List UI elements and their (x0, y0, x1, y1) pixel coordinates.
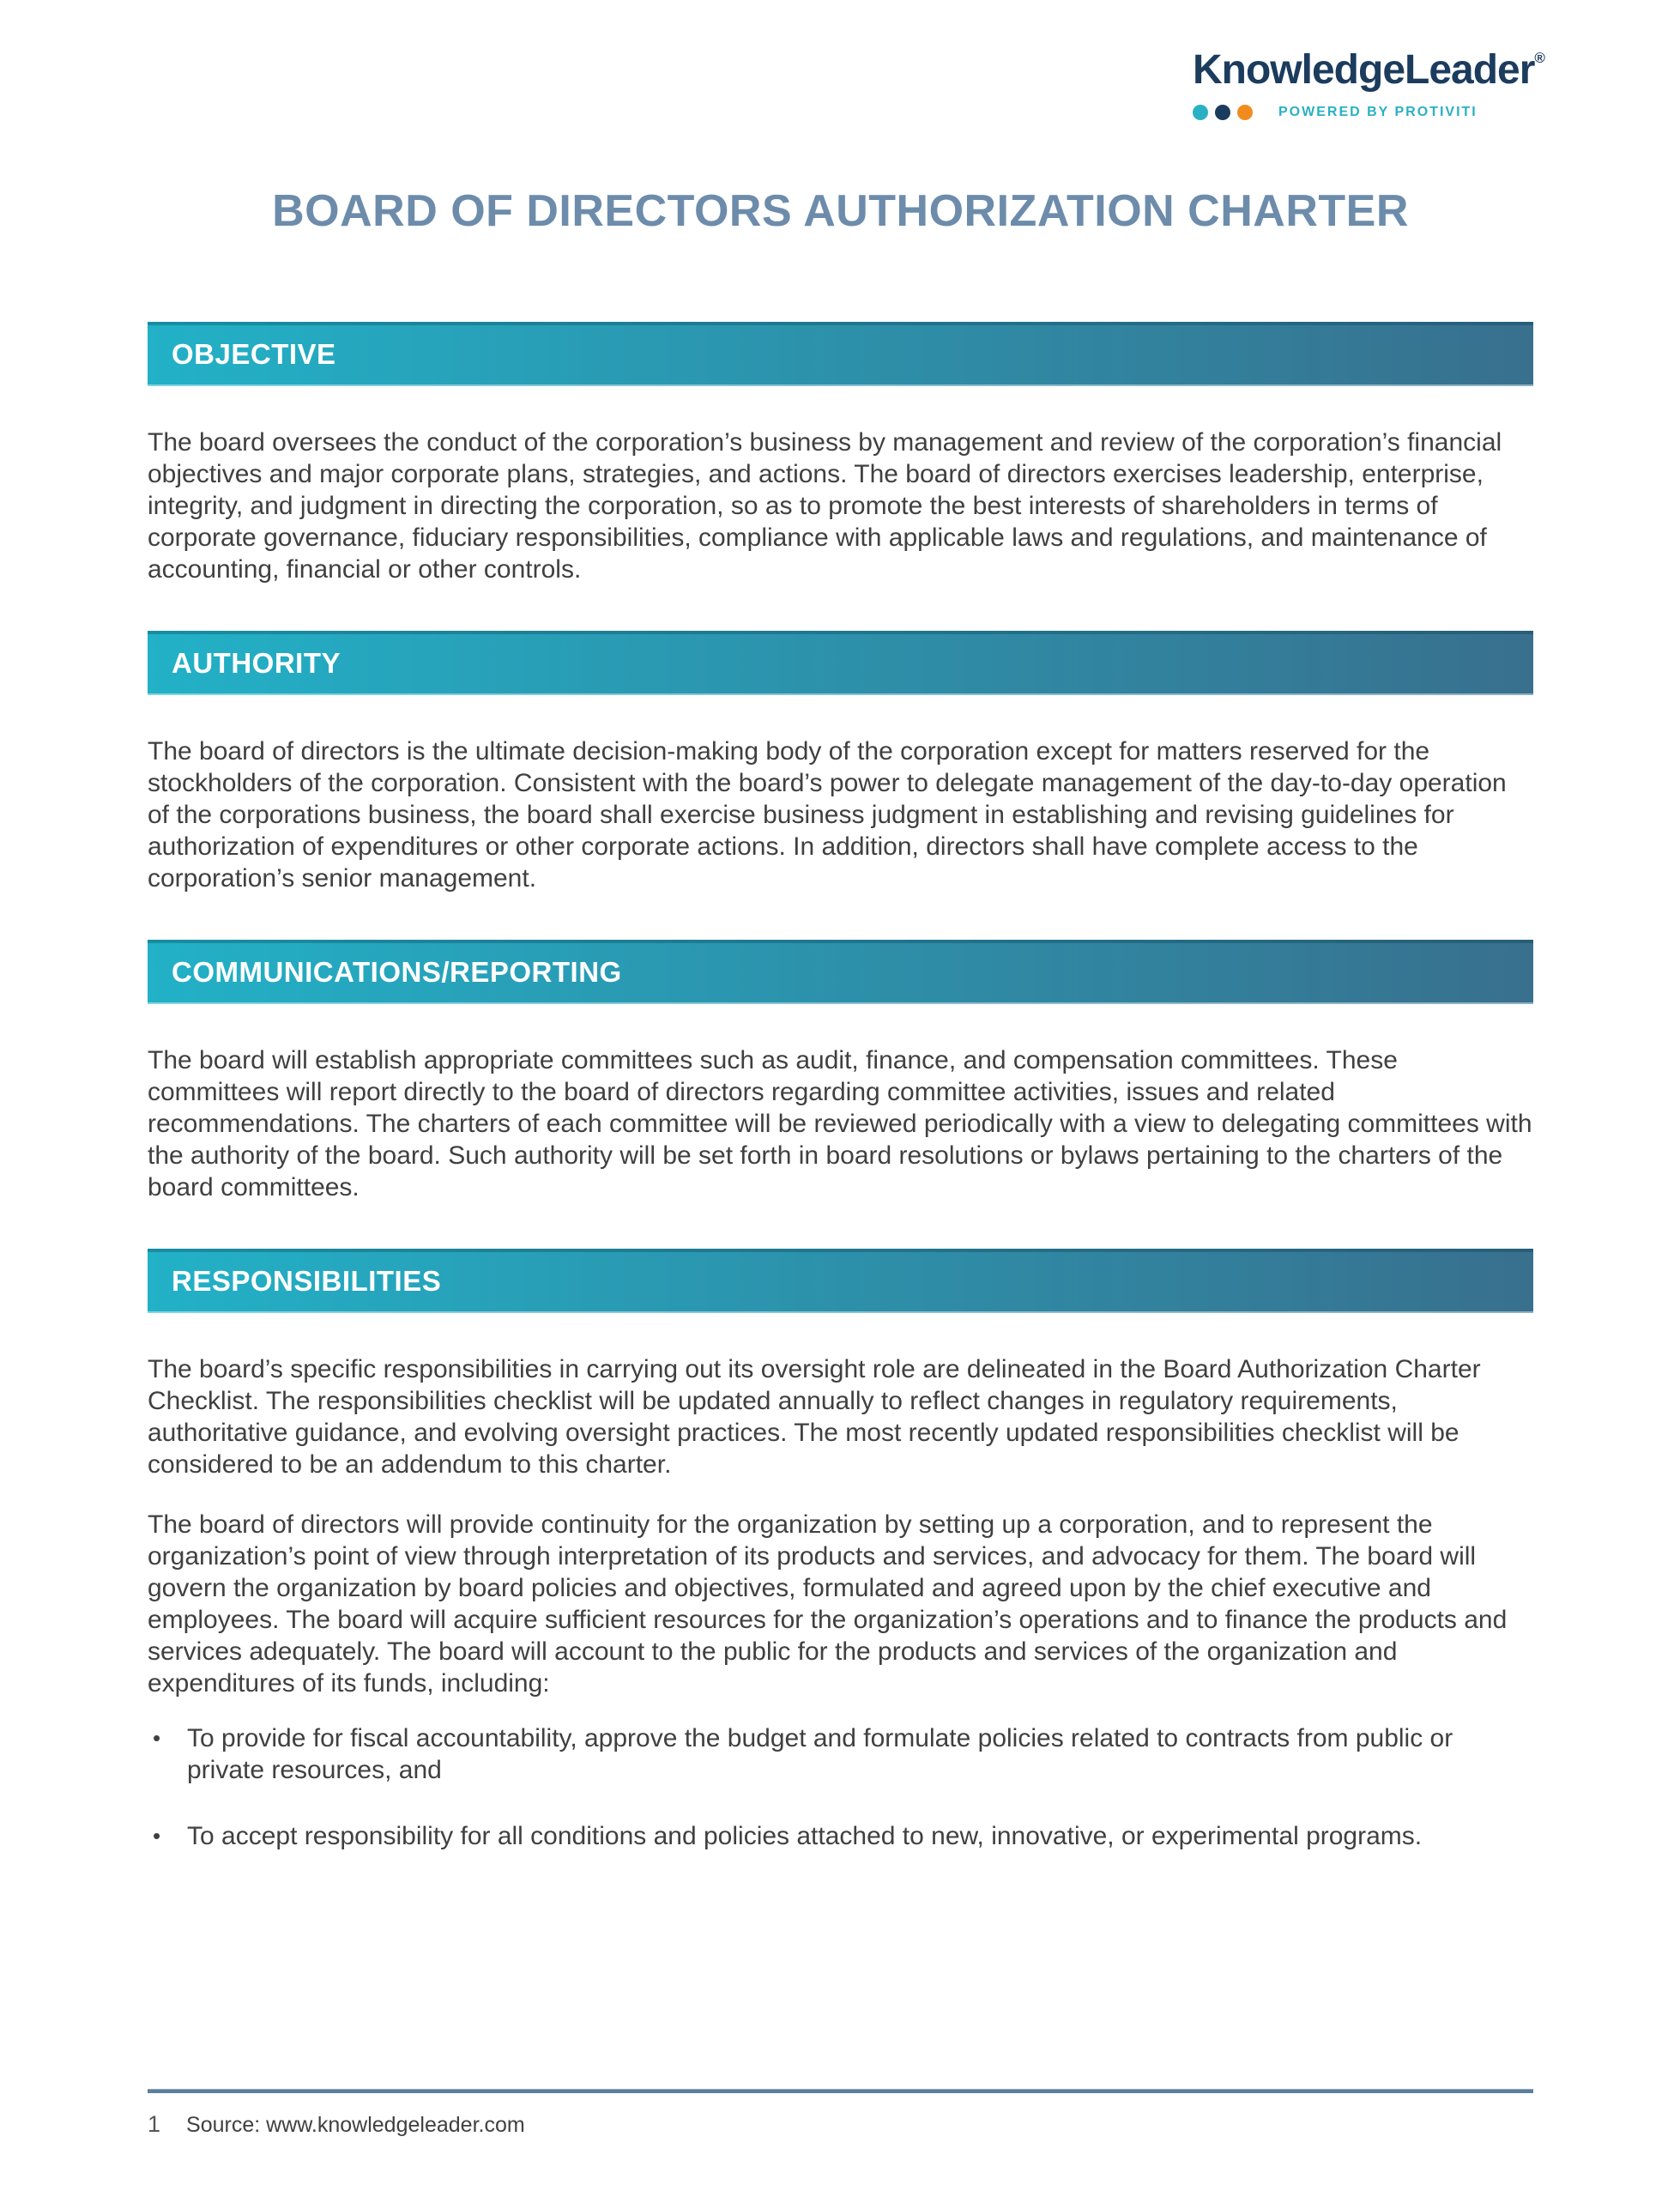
section-authority (148, 631, 1533, 894)
registered-trademark-symbol: ® (1534, 50, 1545, 66)
responsibilities-paragraph-2: The board of directors will provide continuity for the organization by setting up a corporation, and to represent the organization’s point of view through interpretation of its products and services, and advocacy for them. The board will govern the organization by board policies and objectives, formulated and agreed upon by the chief executive and employees. The board will acquire sufficient resources for the organization’s operations and to finance the products and services adequately. The board will account to the public for the products and services of the organization and expenditures of its funds, including: (148, 1510, 1508, 1698)
document-content (148, 322, 1533, 1852)
bullet-text: To provide for fiscal accountability, approve the budget and formulate policies related to contracts from public or private resources, and (187, 1724, 1453, 1784)
logo-subline (1193, 105, 1545, 120)
section-header-objective (148, 322, 1533, 386)
section-header-authority (148, 631, 1533, 695)
section-header-label: AUTHORITY (172, 647, 341, 679)
footer-divider (148, 2089, 1533, 2093)
logo (1193, 47, 1545, 120)
section-header-label: OBJECTIVE (172, 338, 336, 370)
responsibilities-paragraph-1: The board’s specific responsibilities in carrying out its oversight role are delineated in the Board Authorization Charter Checklist. The responsibilities checklist will be updated annually to reflect changes in regulatory requirements, authoritative guidance, and evolving oversight practices. The most recently updated responsibilities checklist will be considered to be an addendum to this charter. (148, 1355, 1481, 1479)
bullet-icon: • (153, 1823, 161, 1849)
logo-dot-navy-icon (1215, 105, 1230, 120)
section-header-label: COMMUNICATIONS/REPORTING (172, 956, 622, 988)
responsibilities-bullet-list (148, 1722, 1533, 1852)
bullet-icon: • (153, 1725, 161, 1751)
footer-source-text: Source: www.knowledgeleader.com (186, 2113, 525, 2137)
logo-dot-orange-icon (1237, 105, 1253, 120)
logo-brand-text: KnowledgeLeader (1193, 47, 1535, 93)
section-header-label: RESPONSIBILITIES (172, 1265, 442, 1297)
list-item (148, 1722, 1533, 1786)
section-responsibilities (148, 1249, 1533, 1852)
list-item (148, 1820, 1533, 1852)
logo-dot-teal-icon (1193, 105, 1208, 120)
section-communications-reporting (148, 940, 1533, 1203)
section-header-communications-reporting (148, 940, 1533, 1004)
logo-wordmark (1193, 47, 1545, 93)
page-number: 1 (148, 2111, 161, 2137)
logo-tagline: POWERED BY PROTIVITI (1278, 105, 1478, 119)
page-title: BOARD OF DIRECTORS AUTHORIZATION CHARTER (272, 186, 1409, 236)
section-objective (148, 322, 1533, 585)
authority-paragraph: The board of directors is the ultimate decision-making body of the corporation except for matters reserved for the stockholders of the corporation. Consistent with the board’s power to delegate management of the day-to-day operation of the corporations business, the board shall exercise business judgment in establishing and revising guidelines for authorization of expenditures or other corporate actions. In addition, directors shall have complete access to the corporation’s senior management. (148, 737, 1507, 893)
objective-paragraph: The board oversees the conduct of the corporation’s business by management and review of the corporation’s financial objectives and major corporate plans, strategies, and actions. The board of directors exercises leadership, enterprise, integrity, and judgment in directing the corporation, so as to promote the best interests of shareholders in terms of corporate governance, fiduciary responsibilities, compliance with applicable laws and regulations, and maintenance of accounting, financial or other controls. (148, 428, 1502, 584)
bullet-text: To accept responsibility for all conditions and policies attached to new, innovative, or experimental programs. (187, 1822, 1423, 1850)
page-footer (148, 2111, 525, 2138)
section-header-responsibilities (148, 1249, 1533, 1313)
communications-paragraph: The board will establish appropriate committees such as audit, finance, and compensation committees. These committees will report directly to the board of directors regarding committee activities, issues and related recommendations. The charters of each committee will be reviewed periodically with a view to delegating committees with the authority of the board. Such authority will be set forth in board resolutions or bylaws pertaining to the charters of the board committees. (148, 1046, 1532, 1201)
